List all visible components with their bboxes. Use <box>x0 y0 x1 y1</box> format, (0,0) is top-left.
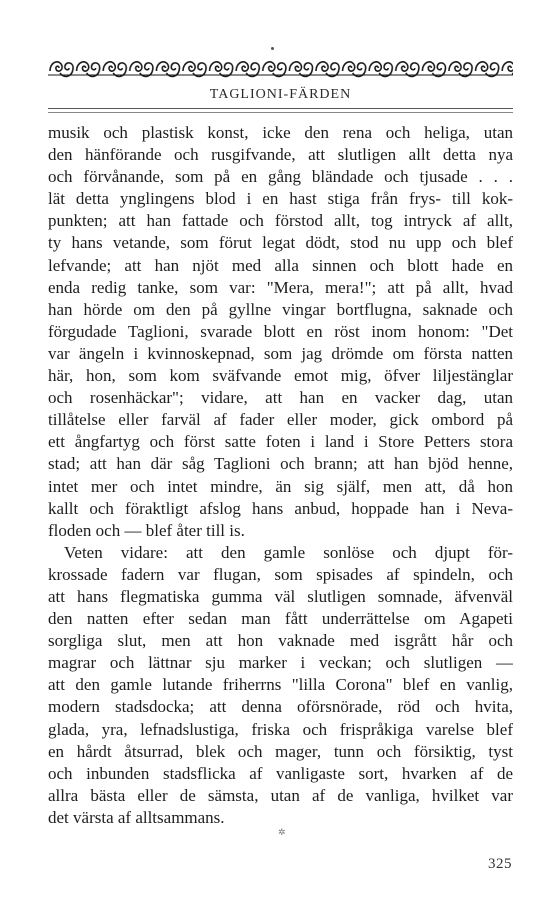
text-line: förgudade Taglioni, svarade blott en röst inom honom: "Det <box>48 321 513 341</box>
text-line: tillåtelse eller farväl af fader eller moder, gick ombord på <box>48 410 513 430</box>
text-line: det värsta af alltsammans. <box>48 807 225 827</box>
text-line: musik och plastisk konst, icke den rena och heliga, utan <box>48 123 513 142</box>
text-line: ett ångfartyg och först satte foten i land i Store Petters stora <box>48 432 513 452</box>
text-line: att hans flegmatiska gumma väl slutligen somnade, äfvenväl <box>48 586 513 606</box>
text-line: den natten efter sedan man fått underrättelse om Agapeti <box>48 609 513 629</box>
text-line: punkten; att han fattade och förstod allt, tog intryck af allt, <box>48 211 513 231</box>
text-line-paragraph-start: Veten vidare: att den gamle sonlöse och djupt för- <box>64 542 513 562</box>
text-line: ty hans vetande, som förut legat dödt, stod nu upp och blef <box>48 233 513 253</box>
text-line: krossade fadern var flugan, som spisades af spindeln, och <box>48 564 513 584</box>
text-line: modern stadsdocka; att denna oförsnörade, röd och hvita, <box>48 697 513 717</box>
text-line: och rosenhäckar"; vidare, att han en vacker dag, utan <box>48 388 513 408</box>
decorative-scroll-ornament <box>48 53 513 83</box>
text-line: den hänförande och rusgifvande, att slutligen allt detta nya <box>48 145 513 165</box>
text-line: allra bästa eller de sämsta, utan af de vanliga, hvilket var <box>48 785 513 805</box>
printer-mark: ✲ <box>278 827 286 837</box>
text-line: floden och — blef åter till is. <box>48 520 245 540</box>
running-head: TAGLIONI-FÄRDEN <box>209 87 352 102</box>
text-line: sorgliga slut, men att hon vaknade med isgrått hår och <box>48 631 513 651</box>
text-line: lät detta ynglingens blod i en hast stiga från frys- till kok- <box>48 189 513 209</box>
ornament-dot <box>271 47 274 50</box>
text-line: enda redig tanke, som var: "Mera, mera!"; att på allt, hvad <box>48 277 513 297</box>
text-line: och förvånande, som på en gång bländade och tjusade . . . <box>48 167 513 187</box>
text-line: kallt och föraktligt afslog hans anbud, hoppade han i Neva- <box>48 498 513 518</box>
text-line: att den gamle lutande friherrns "lilla Corona" blef en vanlig, <box>48 675 513 695</box>
header-rule-top <box>48 108 513 109</box>
text-line: stad; att han där såg Taglioni och brann; att han bjöd henne, <box>48 454 513 474</box>
header-rule-bottom <box>48 112 513 113</box>
page-number: 325 <box>488 856 512 872</box>
text-line: intet mer och intet mindre, än sig själf, men att, då hon <box>48 476 513 496</box>
text-line: en hårdt åtsurrad, blek och mager, tunn och försiktig, tyst <box>48 741 513 761</box>
text-line: lefvande; att han njöt med alla sinnen och blott hade en <box>48 255 513 275</box>
text-line: magrar och lättnar sju marker i veckan; och slutligen — <box>48 653 513 673</box>
body-text <box>48 122 513 829</box>
text-line: var ängeln i kvinnoskepnad, som jag drömde om första natten <box>48 343 513 363</box>
text-line: glada, yra, lefnadslustiga, friska och frispråkiga varelse blef <box>48 719 513 739</box>
text-line: och inbunden stadsflicka af vanligaste sort, hvarken af de <box>48 763 513 783</box>
text-line: han hörde om den på gyllne vingar bortflugna, saknade och <box>48 299 513 319</box>
text-line: här, hon, som kom sväfvande emot mig, öfver liljestänglar <box>48 366 513 386</box>
